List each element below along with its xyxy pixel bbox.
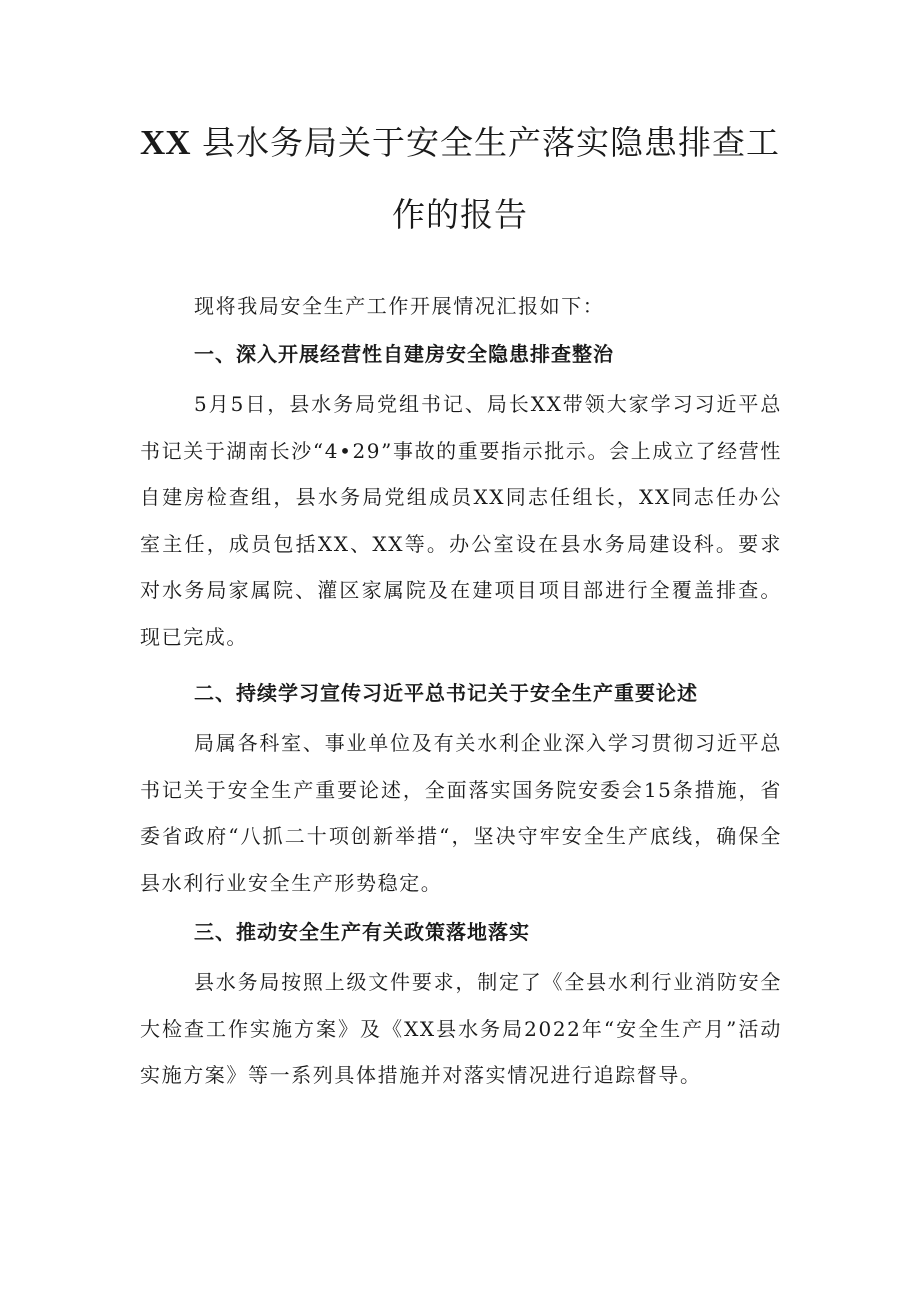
section-2-heading: 二、持续学习宣传习近平总书记关于安全生产重要论述 <box>194 681 698 705</box>
title-line-1-text: 县水务局关于安全生产落实隐患排查工 <box>190 123 781 162</box>
title-prefix: XX <box>140 123 191 162</box>
section-1-heading: 一、深入开展经营性自建房安全隐患排查整治 <box>194 342 614 366</box>
section-2-body: 局属各科室、事业单位及有关水利企业深入学习贯彻习近平总书记关于安全生产重要论述，全面落实国务院安委会15条措施，省委省政府“八抓二十项创新举措“，坚决守牢安全生产底线，确保全县水利行业安全生产形势稳定。 <box>140 731 782 895</box>
section-1-body: 5月5日，县水务局党组书记、局长XX带领大家学习习近平总书记关于湖南长沙“4•29”事故的重要指示批示。会上成立了经营性自建房检查组，县水务局党组成员XX同志任组长，XX同志任办公室主任，成员包括XX、XX等。办公室设在县水务局建设科。要求对水务局家属院、灌区家属院及在建项目项目部进行全覆盖排查。现已完成。 <box>140 392 782 649</box>
section-3-heading: 三、推动安全生产有关政策落地落实 <box>194 920 530 944</box>
document-title-line-1 <box>140 125 780 161</box>
intro-paragraph: 现将我局安全生产工作开展情况汇报如下： <box>194 294 605 318</box>
document-title-line-2: 作的报告 <box>392 195 528 234</box>
section-3-body: 县水务局按照上级文件要求，制定了《全县水利行业消防安全大检查工作实施方案》及《XX县水务局2022年“安全生产月”活动实施方案》等一系列具体措施并对落实情况进行追踪督导。 <box>140 970 782 1087</box>
